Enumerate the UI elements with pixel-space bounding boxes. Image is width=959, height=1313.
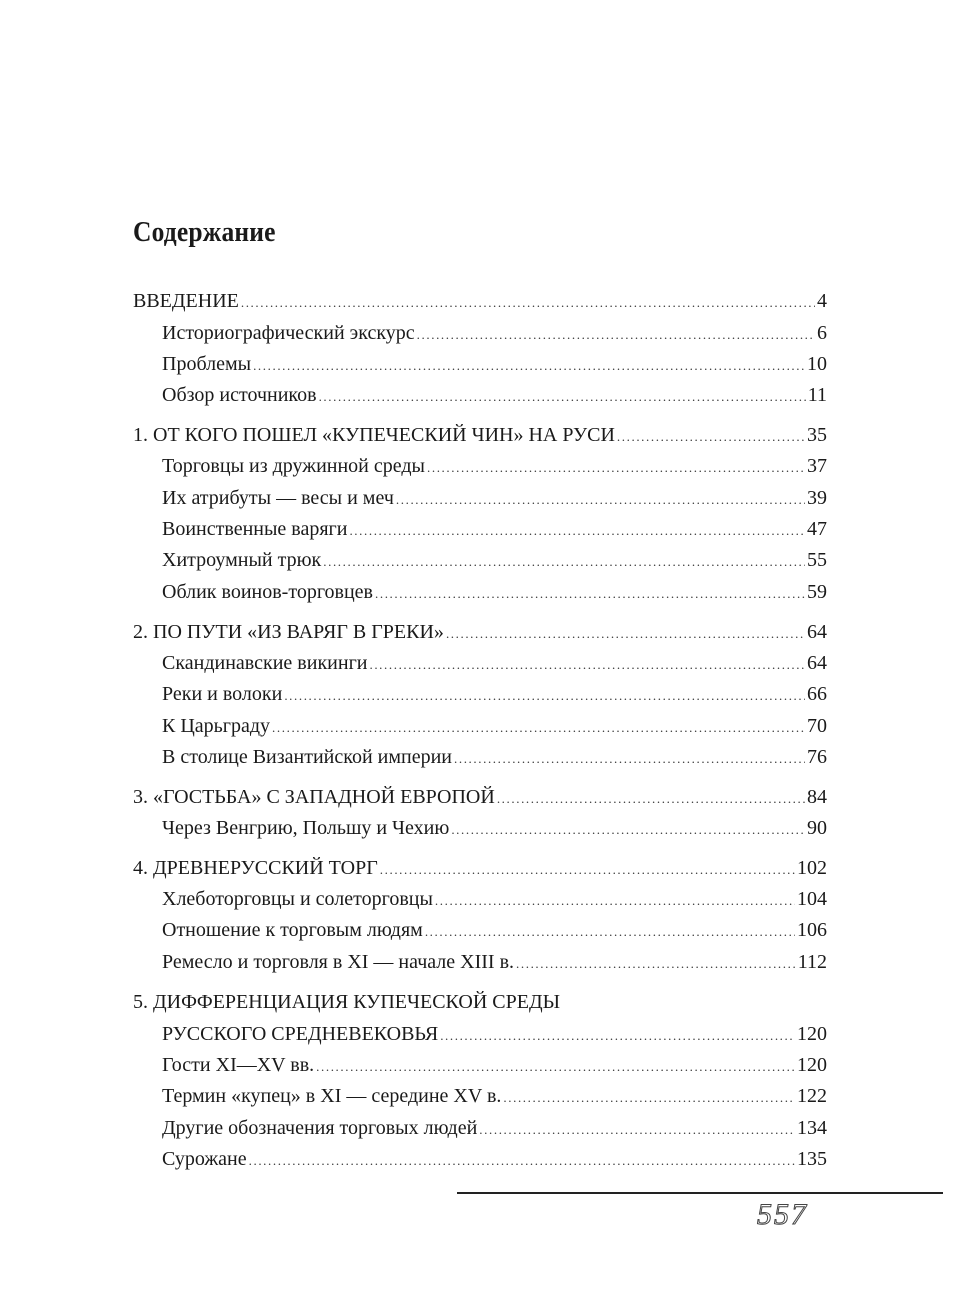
toc-entry-page: 120 bbox=[797, 1054, 827, 1076]
toc-entry-page: 47 bbox=[807, 518, 827, 540]
dot-leader bbox=[479, 1116, 795, 1144]
toc-entry-label: Термин «купец» в XI — середине XV в. bbox=[162, 1085, 502, 1107]
toc-entry-label: Воинственные варяги bbox=[162, 518, 348, 540]
toc-entry-page: 10 bbox=[807, 353, 827, 375]
dot-leader bbox=[380, 856, 795, 884]
toc-entry[interactable] bbox=[162, 916, 827, 944]
toc-entry[interactable] bbox=[162, 743, 827, 771]
toc-entry-label: Хитроумный трюк bbox=[162, 549, 322, 571]
dot-leader bbox=[417, 321, 815, 349]
toc-entry[interactable] bbox=[133, 854, 827, 882]
toc-entry[interactable] bbox=[162, 649, 827, 677]
toc-entry[interactable] bbox=[133, 988, 827, 1016]
toc-entry-label: Отношение к торговым людям bbox=[162, 919, 423, 941]
toc-entry-page: 11 bbox=[807, 384, 827, 406]
toc-entry-page: 135 bbox=[797, 1148, 827, 1170]
toc-entry-label: Гости XI—XV вв. bbox=[162, 1054, 315, 1076]
toc-entry-label: РУССКОГО СРЕДНЕВЕКОВЬЯ bbox=[162, 1023, 439, 1045]
toc-entry[interactable] bbox=[162, 948, 827, 976]
toc-entry-page: 90 bbox=[807, 817, 827, 839]
toc-entry-page: 55 bbox=[807, 549, 827, 571]
dot-leader bbox=[319, 383, 806, 411]
toc-entry-label: Реки и волоки bbox=[162, 683, 283, 705]
dot-leader bbox=[427, 454, 805, 482]
toc-entry[interactable] bbox=[133, 421, 827, 449]
toc-entry-page: 112 bbox=[797, 951, 827, 973]
toc-entry[interactable] bbox=[162, 1082, 827, 1110]
dot-leader bbox=[503, 1084, 795, 1112]
toc-entry-page: 6 bbox=[817, 322, 827, 344]
toc-entry-page: 37 bbox=[807, 455, 827, 477]
toc-entry-label: 4. ДРЕВНЕРУССКИЙ ТОРГ bbox=[133, 857, 378, 879]
toc-entry-page: 70 bbox=[807, 715, 827, 737]
dot-leader bbox=[617, 423, 805, 451]
toc-entry[interactable] bbox=[133, 783, 827, 811]
toc-entry[interactable] bbox=[162, 1145, 827, 1173]
toc-entry-label: Проблемы bbox=[162, 353, 252, 375]
toc-entry-label: 3. «ГОСТЬБА» С ЗАПАДНОЙ ЕВРОПОЙ bbox=[133, 786, 495, 808]
toc-entry-page: 122 bbox=[797, 1085, 827, 1107]
toc-entry-page: 66 bbox=[807, 683, 827, 705]
dot-leader bbox=[241, 289, 815, 317]
dot-leader bbox=[284, 682, 805, 710]
toc-entry[interactable] bbox=[162, 1114, 827, 1142]
toc-entry-page: 76 bbox=[807, 746, 827, 768]
toc-entry-label: В столице Византийской империи bbox=[162, 746, 452, 768]
toc-entry[interactable] bbox=[162, 484, 827, 512]
dot-leader bbox=[323, 548, 805, 576]
page-number: 557 bbox=[757, 1198, 808, 1231]
toc-entry[interactable] bbox=[162, 546, 827, 574]
toc-entry[interactable] bbox=[133, 618, 827, 646]
toc-entry[interactable] bbox=[162, 1020, 827, 1048]
toc-entry[interactable] bbox=[162, 381, 827, 409]
page-title: Содержание bbox=[133, 216, 276, 248]
toc-entry-label: 5. ДИФФЕРЕНЦИАЦИЯ КУПЕЧЕСКОЙ СРЕДЫ bbox=[133, 991, 561, 1013]
toc-entry-page: 59 bbox=[807, 581, 827, 603]
dot-leader bbox=[349, 517, 805, 545]
toc-entry-label: Историографический экскурс bbox=[162, 322, 415, 344]
toc-entry-label: 2. ПО ПУТИ «ИЗ ВАРЯГ В ГРЕКИ» bbox=[133, 621, 444, 643]
toc-entry-page: 39 bbox=[807, 487, 827, 509]
toc-entry-page: 102 bbox=[797, 857, 827, 879]
toc-entry-page: 134 bbox=[797, 1117, 827, 1139]
dot-leader bbox=[516, 950, 796, 978]
toc-entry[interactable] bbox=[162, 319, 827, 347]
toc-entry[interactable] bbox=[162, 515, 827, 543]
toc-entry-label: Другие обозначения торговых людей bbox=[162, 1117, 478, 1139]
dot-leader bbox=[425, 918, 795, 946]
dot-leader bbox=[435, 887, 795, 915]
toc-entry-page: 35 bbox=[807, 424, 827, 446]
toc-entry[interactable] bbox=[162, 712, 827, 740]
dot-leader bbox=[369, 651, 805, 679]
dot-leader bbox=[316, 1053, 795, 1081]
toc-entry-label: Облик воинов-торговцев bbox=[162, 581, 373, 603]
toc-entry-label: ВВЕДЕНИЕ bbox=[133, 290, 239, 312]
dot-leader bbox=[396, 486, 805, 514]
toc-entry-page: 84 bbox=[807, 786, 827, 808]
toc-entry-page: 106 bbox=[797, 919, 827, 941]
toc-entry-label: Скандинавские викинги bbox=[162, 652, 368, 674]
toc-entry-page: 64 bbox=[807, 652, 827, 674]
toc-entry[interactable] bbox=[162, 814, 827, 842]
toc-entry-label: Их атрибуты — весы и меч bbox=[162, 487, 394, 509]
dot-leader bbox=[440, 1022, 795, 1050]
dot-leader bbox=[249, 1147, 795, 1175]
dot-leader bbox=[253, 352, 805, 380]
toc-entry[interactable] bbox=[162, 452, 827, 480]
toc-entry[interactable] bbox=[162, 885, 827, 913]
dot-leader bbox=[446, 620, 805, 648]
dot-leader bbox=[272, 714, 805, 742]
footer-rule bbox=[457, 1192, 943, 1194]
dot-leader bbox=[497, 785, 805, 813]
toc-entry-label: Обзор источников bbox=[162, 384, 317, 406]
toc-entry[interactable] bbox=[162, 350, 827, 378]
toc-entry-page: 4 bbox=[817, 290, 827, 312]
toc-entry-label: Сурожане bbox=[162, 1148, 247, 1170]
toc-entry[interactable] bbox=[162, 578, 827, 606]
toc-entry-page: 64 bbox=[807, 621, 827, 643]
toc-entry-label: К Царьграду bbox=[162, 715, 271, 737]
toc-entry[interactable] bbox=[162, 680, 827, 708]
toc-entry-label: Ремесло и торговля в XI — начале XIII в. bbox=[162, 951, 515, 973]
toc-entry-label: 1. ОТ КОГО ПОШЕЛ «КУПЕЧЕСКИЙ ЧИН» НА РУСИ bbox=[133, 424, 615, 446]
dot-leader bbox=[451, 816, 805, 844]
toc-entry-label: Через Венгрию, Польшу и Чехию bbox=[162, 817, 450, 839]
dot-leader bbox=[454, 745, 805, 773]
toc-entry-label: Торговцы из дружинной среды bbox=[162, 455, 425, 477]
toc-entry[interactable] bbox=[133, 287, 827, 315]
dot-leader bbox=[375, 580, 805, 608]
toc-entry[interactable] bbox=[162, 1051, 827, 1079]
toc-entry-page: 120 bbox=[797, 1023, 827, 1045]
toc-entry-page: 104 bbox=[797, 888, 827, 910]
toc-entry-label: Хлеботорговцы и солеторговцы bbox=[162, 888, 433, 910]
